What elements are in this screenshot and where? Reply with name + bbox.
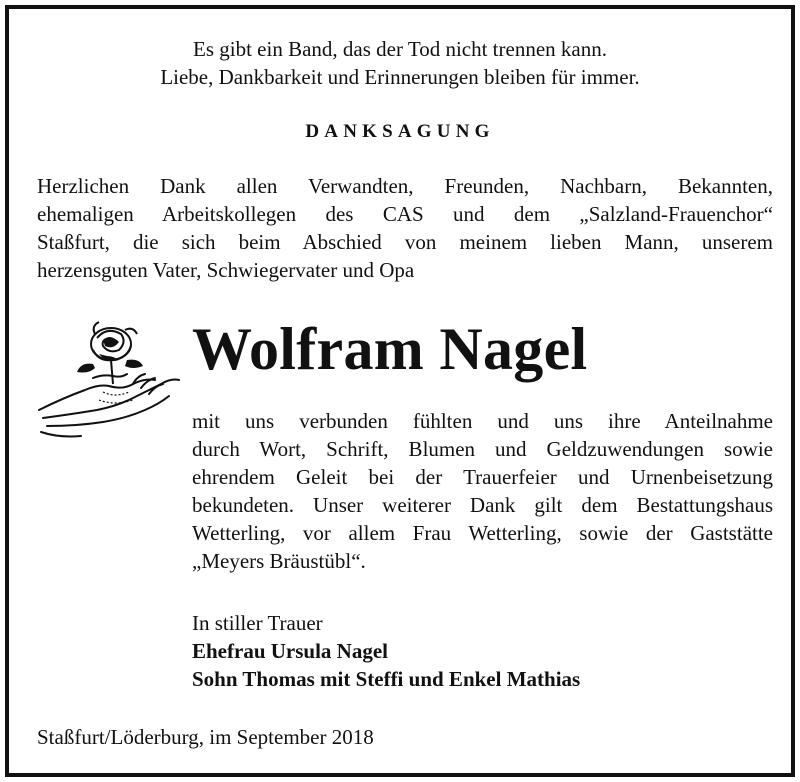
body-line: bekundeten. Unser weiterer Dank gilt dem Bestattungshaus bbox=[192, 493, 773, 517]
body-line: „Meyers Bräustübl“. bbox=[192, 549, 366, 573]
rose-in-hands-icon bbox=[33, 314, 185, 444]
body-line: mit uns verbunden fühlten und uns ihre Anteilnahme bbox=[192, 409, 773, 433]
intro-line: herzensguten Vater, Schwiegervater und Opa bbox=[37, 258, 415, 282]
notice-heading: DANKSAGUNG bbox=[305, 121, 495, 142]
signature-name: Sohn Thomas mit Steffi und Enkel Mathias bbox=[192, 667, 581, 691]
intro-line: Staßfurt, die sich beim Abschied von meinem lieben Mann, unserem bbox=[37, 230, 773, 254]
body-line: ehrendem Geleit bei der Trauerfeier und Urnenbeisetzung bbox=[192, 465, 773, 489]
signature-intro: In stiller Trauer bbox=[192, 611, 323, 635]
intro-line: Herzlichen Dank allen Verwandten, Freunden, Nachbarn, Bekannten, bbox=[37, 174, 773, 198]
body-line: Wetterling, vor allem Frau Wetterling, sowie der Gaststätte bbox=[192, 521, 773, 545]
deceased-name: Wolfram Nagel bbox=[192, 316, 588, 382]
body-paragraph bbox=[192, 407, 773, 575]
motto-line-2: Liebe, Dankbarkeit und Erinnerungen bleiben für immer. bbox=[160, 65, 640, 89]
body-line: durch Wort, Schrift, Blumen und Geldzuwendungen sowie bbox=[192, 437, 773, 461]
signature-name: Ehefrau Ursula Nagel bbox=[192, 639, 388, 663]
place-date: Staßfurt/Löderburg, im September 2018 bbox=[37, 725, 374, 749]
notice-frame bbox=[5, 5, 795, 777]
motto-line-1: Es gibt ein Band, das der Tod nicht trennen kann. bbox=[193, 37, 607, 61]
intro-line: ehemaligen Arbeitskollegen des CAS und dem „Salzland-Frauenchor“ bbox=[37, 202, 773, 226]
intro-paragraph bbox=[37, 172, 773, 284]
